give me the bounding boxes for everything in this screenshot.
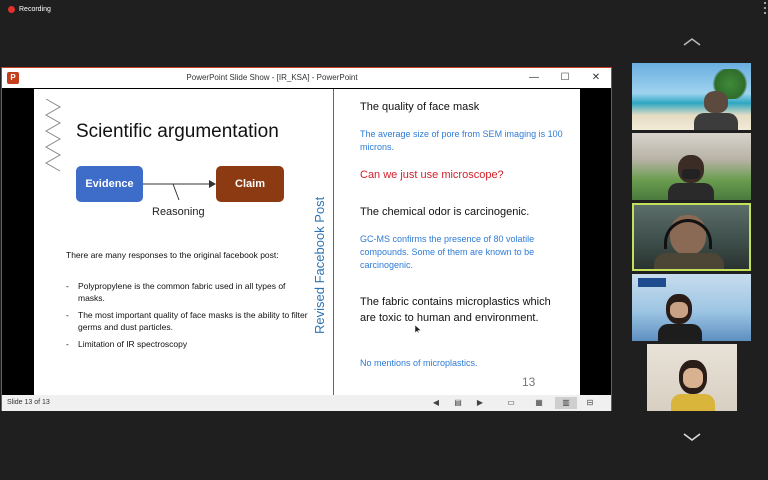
participant-face [683, 368, 703, 388]
chevron-up-icon[interactable] [682, 37, 702, 47]
claim-box: Claim [216, 166, 284, 202]
participant-video-tile[interactable] [647, 344, 737, 411]
participant-head [704, 91, 728, 113]
powerpoint-window [1, 67, 612, 411]
evidence-claim-arrow-icon [143, 174, 217, 202]
close-button[interactable]: ✕ [591, 72, 601, 83]
sem-pore-size-text: The average size of pore from SEM imaging is 100 microns. [360, 129, 563, 152]
no-microplastics-text: No mentions of microplastics. [360, 358, 478, 368]
chemical-odor-heading: The chemical odor is carcinogenic. [360, 206, 530, 218]
participant-body [658, 324, 702, 341]
face-mask [682, 169, 700, 179]
microscope-question: Can we just use microscope? [360, 169, 504, 181]
chevron-down-icon[interactable] [682, 432, 702, 442]
bullet-item: - The most important quality of face masks is the ability to filter germs and dust particles. [66, 309, 311, 333]
bullet-item: - Limitation of IR spectroscopy [66, 338, 311, 350]
participant-body [694, 113, 738, 130]
bullet-list [66, 280, 311, 355]
column-divider [333, 89, 334, 395]
participant-video-tile[interactable] [632, 133, 751, 200]
evidence-box: Evidence [76, 166, 143, 202]
bullet-item: - Polypropylene is the common fabric used in all types of masks. [66, 280, 311, 304]
active-speaker-video-tile[interactable] [632, 203, 751, 271]
powerpoint-logo-icon: P [7, 72, 19, 84]
slide-canvas[interactable] [34, 89, 580, 395]
notes-icon[interactable]: ▤ [454, 398, 462, 407]
normal-view-icon[interactable]: ▭ [507, 398, 515, 407]
slide-title: Scientific argumentation [76, 121, 279, 142]
gc-ms-text: GC-MS confirms the presence of 80 volatile compounds. Some of them are known to be carcinogenic. [360, 234, 535, 270]
participant-face [670, 302, 688, 318]
microplastics-heading: The fabric contains microplastics which are toxic to human and environment. [360, 296, 551, 324]
participant-body [668, 183, 714, 200]
logo-banner [638, 278, 666, 287]
zigzag-decoration-icon [44, 97, 62, 177]
slide-sorter-icon[interactable]: ▦ [535, 398, 543, 407]
intro-text: There are many responses to the original facebook post: [66, 250, 279, 260]
participant-video-tile[interactable] [632, 274, 751, 341]
slide-counter: Slide 13 of 13 [7, 399, 50, 406]
slide-page-number: 13 [522, 375, 536, 389]
face-mask-quality-heading: The quality of face mask [360, 101, 480, 113]
vertical-label: Revised Facebook Post [312, 196, 327, 334]
recording-dot-icon [8, 6, 15, 13]
reading-view-icon[interactable]: ▥ [555, 397, 577, 409]
participant-body [671, 394, 715, 411]
reasoning-label: Reasoning [152, 206, 205, 218]
minimize-button[interactable]: — [529, 72, 539, 83]
participant-video-tile[interactable] [632, 63, 751, 130]
more-options-icon[interactable] [763, 2, 766, 14]
participant-body [654, 253, 724, 271]
recording-indicator [8, 6, 51, 13]
slide-show-icon[interactable]: ⊟ [586, 398, 594, 407]
window-title: PowerPoint Slide Show - [IR_KSA] - PowerPoint [186, 73, 358, 82]
mouse-cursor-icon [415, 325, 421, 333]
window-titlebar [2, 68, 611, 88]
maximize-button[interactable]: ☐ [560, 72, 570, 83]
status-bar [2, 395, 611, 411]
next-slide-icon[interactable]: ▶ [476, 398, 484, 407]
previous-slide-icon[interactable]: ◀ [432, 398, 440, 407]
recording-label: Recording [19, 6, 51, 13]
